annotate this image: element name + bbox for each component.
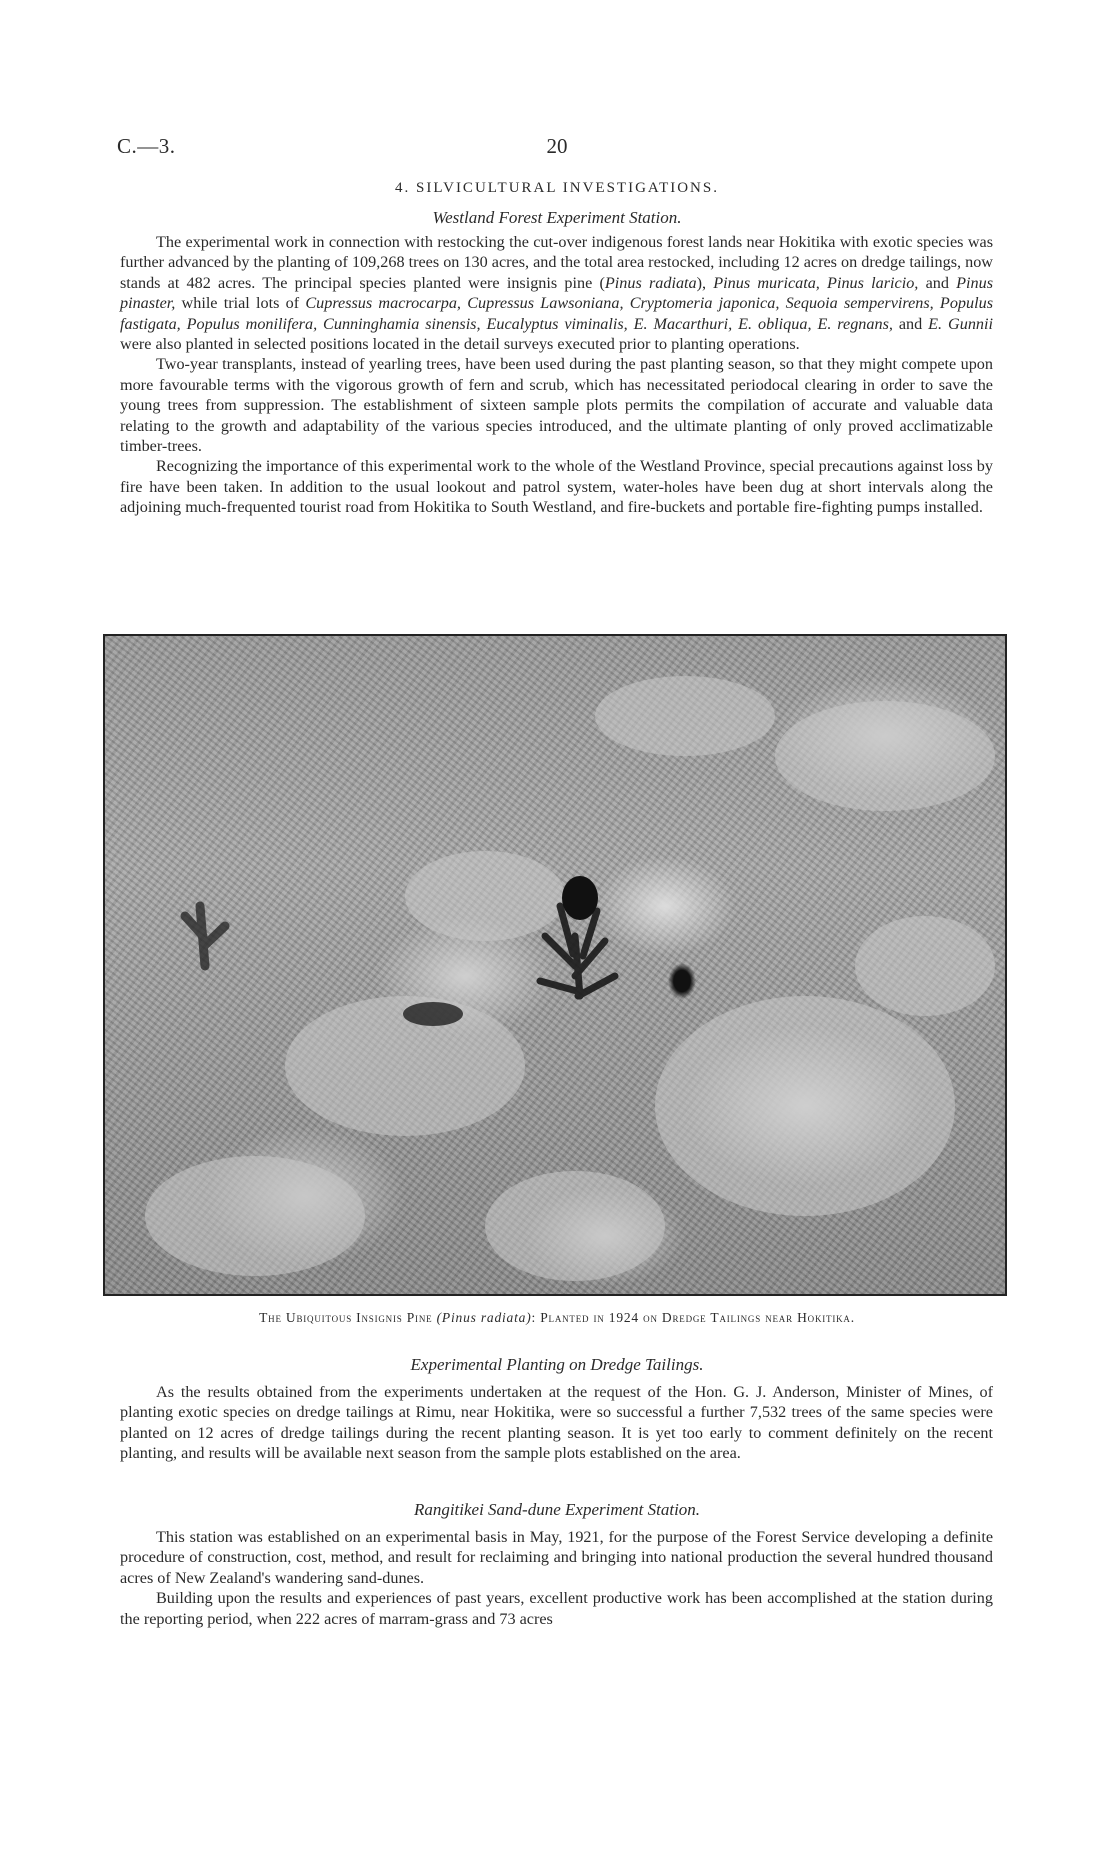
photo-illustration: [105, 636, 1005, 1294]
page-number: 20: [546, 134, 568, 158]
dredge-paragraph-1: As the results obtained from the experiments undertaken at the request of the Hon. G. J. Anderson, Minister of Mines, of planting exotic species on dredge tailings at Rimu, near Hokitika, were so successful a further 7,532 trees of the same species were planted on 12 acres of dredge tailings during the recent planting season. It is yet too early to comment definitely on the recent planting, and results will be available next season from the sample plots established on the area.: [120, 1383, 993, 1463]
westland-paragraph-3: Recognizing the importance of this experimental work to the whole of the Westland Province, special precautions against loss by fire have been taken. In addition to the usual lookout and patrol system, water-holes have been dug at short intervals along the adjoining much-frequented tourist road from Hokitika to South Westland, and fire-buckets and portable fire-fighting pumps installed.: [120, 457, 993, 517]
pine-on-dredge-tailings-photo: [103, 634, 1007, 1296]
rangitikei-paragraph-2: Building upon the results and experiences of past years, excellent productive work has been accomplished at the station during the reporting period, when 222 acres of marram-grass and 73 acres: [120, 1589, 993, 1628]
rangitikei-paragraph-1: This station was established on an experimental basis in May, 1921, for the purpose of the Forest Service developing a definite procedure of construction, cost, method, and result for reclaiming and bringing into national production the several hundred thousand acres of New Zealand's wandering sand-dunes.: [120, 1528, 993, 1587]
westland-paragraph-2: Two-year transplants, instead of yearling trees, have been used during the past planting season, so that they might compete upon more favourable terms with the vigorous growth of fern and scrub, which has necessitated periodocal clearing in order to save the young trees from suppression. The establishment of sixteen sample plots permits the compilation of accurate and valuable data relating to the growth and adaptability of the various species introduced, and the ultimate planting of only proved acclimatizable timber-trees.: [120, 355, 993, 456]
document-reference: C.—3.: [117, 134, 176, 158]
dredge-subheading: Experimental Planting on Dredge Tailings.: [410, 1355, 704, 1374]
section-title: 4. SILVICULTURAL INVESTIGATIONS.: [394, 180, 719, 196]
photo-caption: The Ubiquitous Insignis Pine (Pinus radiata): Planted in 1924 on Dredge Tailings near Hokitika.: [259, 1310, 855, 1325]
rangitikei-body: [120, 1527, 993, 1629]
westland-paragraph-1: The experimental work in connection with restocking the cut-over indigenous forest lands near Hokitika with exotic species was further advanced by the planting of 109,268 trees on 130 acres, and the total area restocked, including 12 acres on dredge tailings, now stands at 482 acres. The principal species planted were insignis pine (Pinus radiata), Pinus muricata, Pinus laricio, and Pinus pinaster, while trial lots of Cupressus macrocarpa, Cupressus Lawsoniana, Cryptomeria japonica, Sequoia sempervirens, Populus fastigata, Populus monilifera, Cunninghamia sinensis, Eucalyptus viminalis, E. Macarthuri, E. obliqua, E. regnans, and E. Gunnii were also planted in selected positions located in the detail surveys executed prior to planting operations.: [120, 233, 994, 354]
rangitikei-subheading: Rangitikei Sand-dune Experiment Station.: [413, 1500, 701, 1519]
dredge-body: [120, 1382, 993, 1464]
westland-body: [120, 232, 993, 518]
westland-subheading: Westland Forest Experiment Station.: [432, 208, 682, 227]
